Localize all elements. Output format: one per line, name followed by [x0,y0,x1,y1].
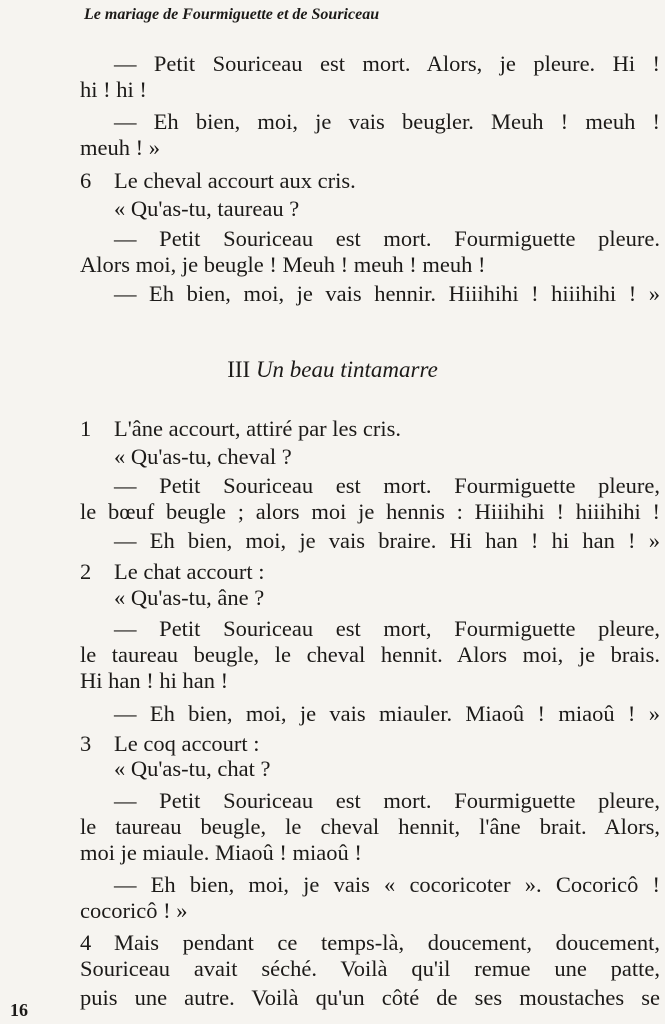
text-line: — Petit Souriceau est mort. Alors, je pleure. Hi ! [114,51,660,76]
text-line: Le coq accourt : [114,731,260,756]
text-line: le taureau beugle, le cheval hennit. Alors moi, je brais. [80,642,660,667]
paragraph-number: 4 [80,930,92,955]
text-line: — Petit Souriceau est mort. Fourmiguette pleure. [114,226,660,251]
text-line: « Qu'as-tu, taureau ? [114,196,300,221]
text-line: Mais pendant ce temps-là, doucement, doucement, [114,930,660,955]
text-line: Souriceau avait séché. Voilà qu'il remue une patte, [80,956,660,981]
text-line: — Petit Souriceau est mort. Fourmiguette pleure, [114,473,660,498]
text-line: — Petit Souriceau est mort, Fourmiguette pleure, [114,616,660,641]
text-line: — Petit Souriceau est mort. Fourmiguette pleure, [114,788,660,813]
text-line: — Eh bien, moi, je vais hennir. Hiiihihi ! hiiihihi ! » [114,281,660,306]
text-line: « Qu'as-tu, chat ? [114,756,271,781]
text-line: — Eh bien, moi, je vais braire. Hi han ! hi han ! » [114,528,660,553]
paragraph-number: 1 [80,416,92,441]
text-line: puis une autre. Voilà qu'un côté de ses moustaches se [80,985,660,1010]
text-line: — Eh bien, moi, je vais beugler. Meuh ! meuh ! [114,109,660,134]
running-head: Le mariage de Fourmiguette et de Souriceau [84,6,380,23]
page-number: 16 [10,1000,28,1020]
text-line: Alors moi, je beugle ! Meuh ! meuh ! meuh ! [80,252,486,277]
text-line: L'âne accourt, attiré par les cris. [114,416,402,441]
text-line: « Qu'as-tu, âne ? [114,585,265,610]
text-line: hi ! hi ! [80,77,147,102]
section-title [0,356,665,384]
section-numeral: III [227,357,251,382]
text-line: — Eh bien, moi, je vais « cocoricoter ». Cocoricô ! [114,872,660,897]
text-line: cocoricô ! » [80,898,188,923]
text-line: — Eh bien, moi, je vais miauler. Miaoû ! miaoû ! » [114,701,660,726]
text-line: le taureau beugle, le cheval hennit, l'âne brait. Alors, [80,814,660,839]
text-line: meuh ! » [80,135,160,160]
text-line: le bœuf beugle ; alors moi je hennis : Hiiihihi ! hiiihihi ! [80,499,660,524]
paragraph-number: 3 [80,731,92,756]
section-name: Un beau tintamarre [255,357,438,382]
text-line: Hi han ! hi han ! [80,668,229,693]
paragraph-number: 2 [80,559,92,584]
text-line: moi je miaule. Miaoû ! miaoû ! [80,840,362,865]
text-line: Le cheval accourt aux cris. [114,168,356,193]
text-line: « Qu'as-tu, cheval ? [114,444,292,469]
text-line: Le chat accourt : [114,559,265,584]
paragraph-number: 6 [80,168,92,193]
